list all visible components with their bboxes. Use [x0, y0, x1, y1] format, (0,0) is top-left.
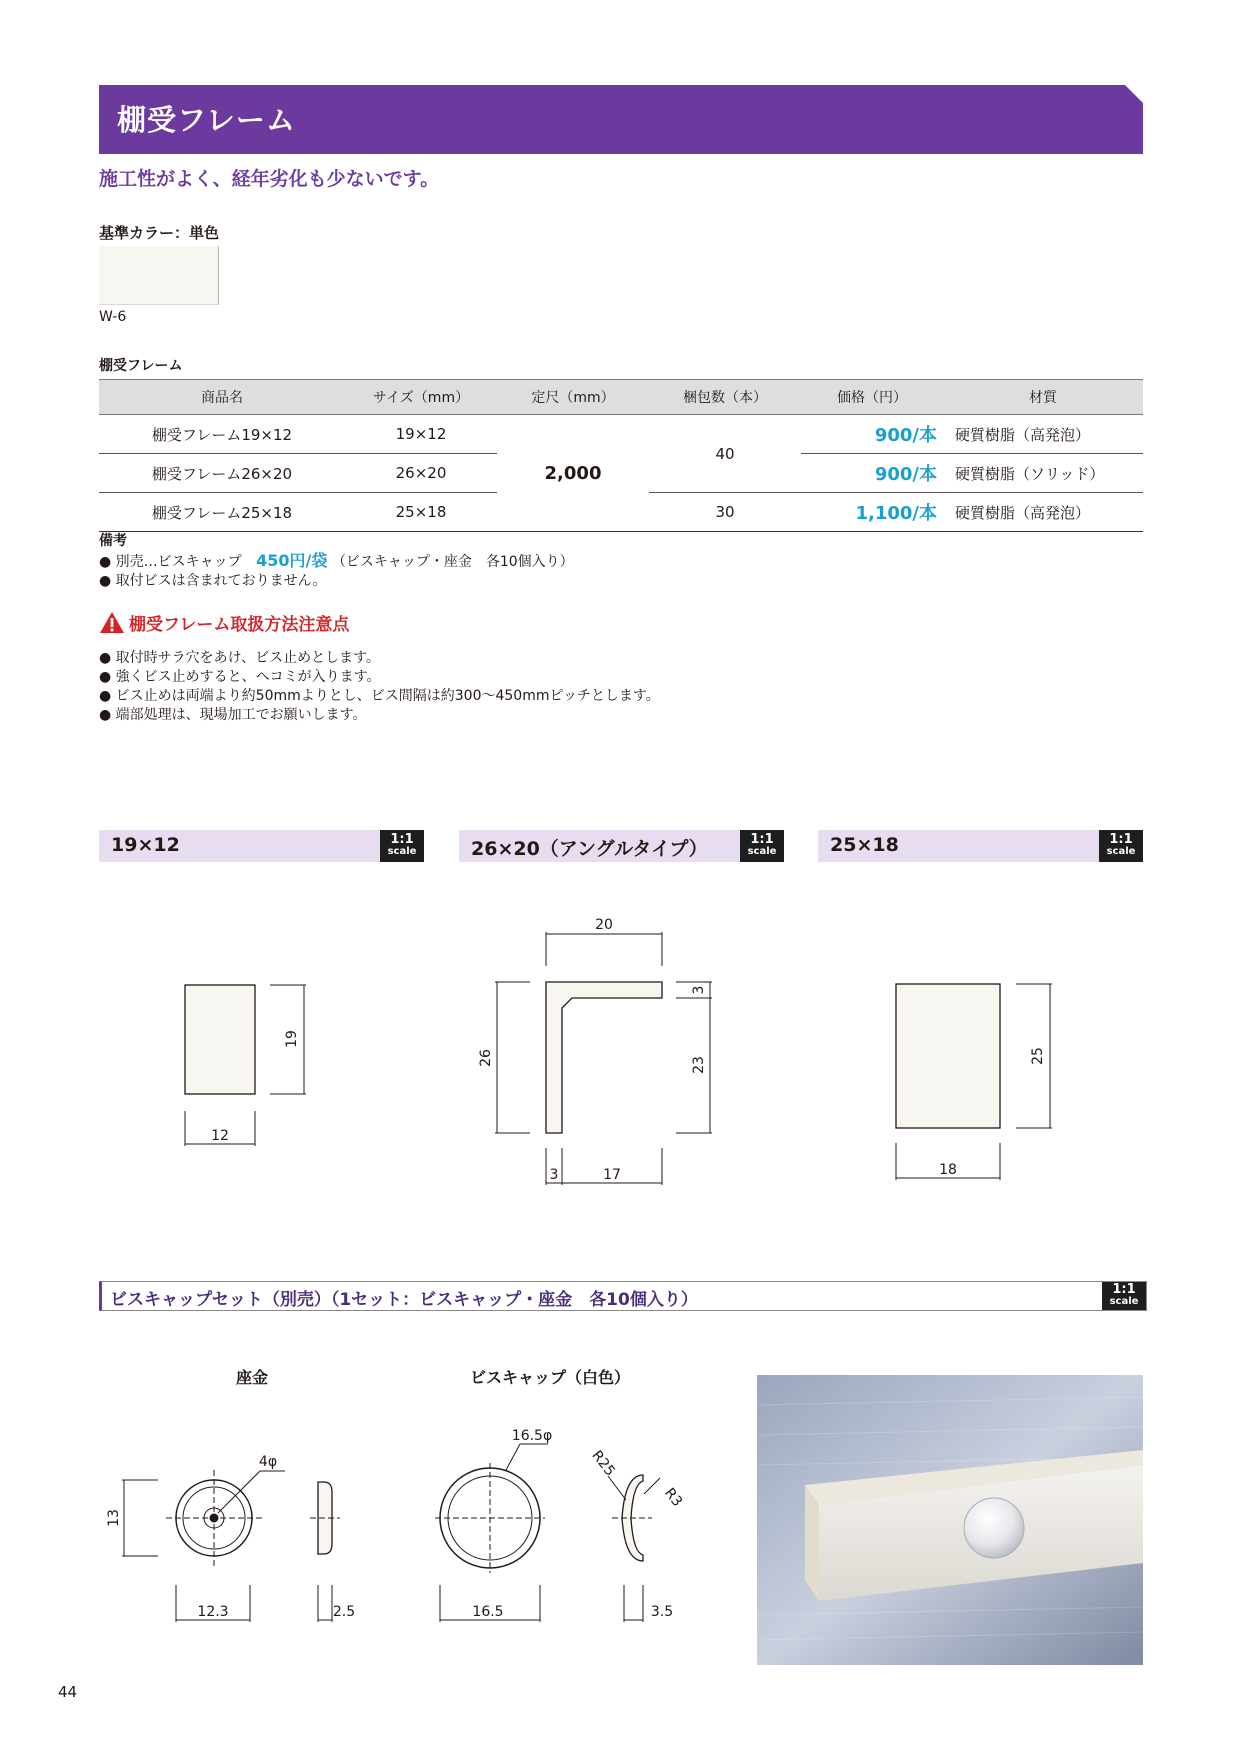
- dim-label: 12: [211, 1128, 229, 1144]
- dim-label: 13: [106, 1509, 122, 1527]
- caution-list: [99, 649, 660, 725]
- product-size: 19×12: [345, 415, 497, 454]
- page-number: 44: [58, 1683, 78, 1701]
- scale-ratio: 1:1: [1112, 1282, 1136, 1297]
- product-size: 26×20: [345, 454, 497, 493]
- scale-word: scale: [1106, 846, 1136, 857]
- dim-label: 4φ: [258, 1454, 278, 1470]
- pack-count: 30: [649, 493, 801, 532]
- col-header: サイズ（mm）: [345, 380, 497, 415]
- material: 硬質樹脂（高発泡）: [943, 493, 1143, 532]
- frame-drawings: [0, 880, 1240, 1210]
- dim-label: 18: [939, 1162, 957, 1178]
- pack-count: 40: [649, 415, 801, 493]
- section-bar-26x20: [459, 830, 784, 862]
- dim-label: 2.5: [332, 1604, 356, 1620]
- note-line: ● 取付ビスは含まれておりません。: [99, 573, 327, 589]
- accessory-drawings: [0, 1350, 740, 1630]
- caution-item: ● 取付時サラ穴をあけ、ビス止めとします。: [99, 650, 380, 666]
- dim-label: 16.5φ: [511, 1428, 553, 1444]
- warning-icon: [99, 611, 125, 634]
- dim-label: 19: [284, 1030, 300, 1048]
- washer-label: 座金: [235, 1368, 269, 1387]
- product-name: 棚受フレーム25×18: [99, 493, 345, 532]
- scale-badge: [380, 830, 424, 862]
- dim-label: R3: [661, 1485, 686, 1510]
- scale-badge: [1102, 1282, 1146, 1310]
- price: 900/本: [801, 415, 943, 454]
- notes: [99, 532, 574, 591]
- page-title: 棚受フレーム: [117, 103, 296, 137]
- product-size: 25×18: [345, 493, 497, 532]
- caution-item: ● 強くビス止めすると、ヘコミが入ります。: [99, 669, 381, 685]
- scale-ratio: 1:1: [750, 832, 774, 847]
- header-corner-cut: [1125, 85, 1143, 103]
- product-name: 棚受フレーム26×20: [99, 454, 345, 493]
- col-header: 定尺（mm）: [497, 380, 649, 415]
- dim-label: 3: [691, 985, 707, 995]
- col-header: 価格（円）: [801, 380, 943, 415]
- dim-label: 12.3: [197, 1604, 229, 1620]
- product-name: 棚受フレーム19×12: [99, 415, 345, 454]
- note-text: ● 別売…ビスキャップ: [99, 554, 242, 570]
- table-row: [99, 415, 1143, 454]
- section-bar-screw-cap-set: [99, 1281, 1147, 1311]
- color-swatch: [99, 246, 219, 305]
- profile-25x18: [896, 984, 1000, 1128]
- price: 1,100/本: [801, 493, 943, 532]
- dim-label: 26: [478, 1049, 494, 1067]
- dim-label: 17: [603, 1167, 621, 1183]
- material: 硬質樹脂（ソリッド）: [943, 454, 1143, 493]
- cap-label: ビスキャップ（白色）: [469, 1368, 631, 1387]
- page-subtitle: 施工性がよく、経年劣化も少ないです。: [99, 168, 440, 190]
- product-photo: [757, 1375, 1143, 1665]
- scale-badge: [740, 830, 784, 862]
- dim-label: 25: [1030, 1047, 1046, 1065]
- dim-label: 16.5: [472, 1604, 504, 1620]
- scale-word: scale: [1109, 1296, 1139, 1307]
- header-band: [99, 85, 1143, 154]
- color-label: 基準カラー：単色: [99, 224, 220, 242]
- scale-word: scale: [747, 846, 777, 857]
- dim-label: 20: [595, 917, 613, 933]
- note-line: [99, 551, 574, 572]
- note-text: （ビスキャップ・座金 各10個入り）: [331, 554, 574, 570]
- spec-table: [99, 379, 1143, 532]
- caution-item: ● ビス止めは両端より約50mmよりとし、ビス間隔は約300～450mmピッチとします。: [99, 688, 660, 704]
- notes-title: 備考: [99, 533, 127, 549]
- dim-label: R25: [588, 1447, 618, 1480]
- table-header-row: [99, 380, 1143, 415]
- table-caption: 棚受フレーム: [99, 358, 183, 374]
- caution-title: 棚受フレーム取扱方法注意点: [129, 615, 350, 635]
- dim-label: 3: [549, 1167, 559, 1183]
- profile-19x12: [185, 985, 255, 1094]
- dim-label: 23: [691, 1056, 707, 1074]
- scale-ratio: 1:1: [390, 832, 414, 847]
- profile-26x20: [546, 982, 662, 1133]
- col-header: 商品名: [99, 380, 345, 415]
- section-title: 25×18: [830, 834, 899, 856]
- standard-length: 2,000: [497, 415, 649, 532]
- section-title: ビスキャップセット（別売）（1セット：ビスキャップ・座金 各10個入り）: [110, 1290, 698, 1310]
- scale-ratio: 1:1: [1109, 832, 1133, 847]
- section-bar-25x18: [818, 830, 1143, 862]
- col-header: 梱包数（本）: [649, 380, 801, 415]
- dim-label: 3.5: [650, 1604, 674, 1620]
- material: 硬質樹脂（高発泡）: [943, 415, 1143, 454]
- caution-item: ● 端部処理は、現場加工でお願いします。: [99, 707, 367, 723]
- section-title: 19×12: [111, 834, 180, 856]
- swatch-name: W-6: [99, 309, 127, 325]
- caution-heading: [99, 610, 349, 635]
- col-header: 材質: [943, 380, 1143, 415]
- price: 900/本: [801, 454, 943, 493]
- section-bar-19x12: [99, 830, 424, 862]
- scale-badge: [1099, 830, 1143, 862]
- note-price: 450円/袋: [256, 551, 328, 570]
- section-title: 26×20（アングルタイプ）: [471, 838, 708, 860]
- scale-word: scale: [387, 846, 417, 857]
